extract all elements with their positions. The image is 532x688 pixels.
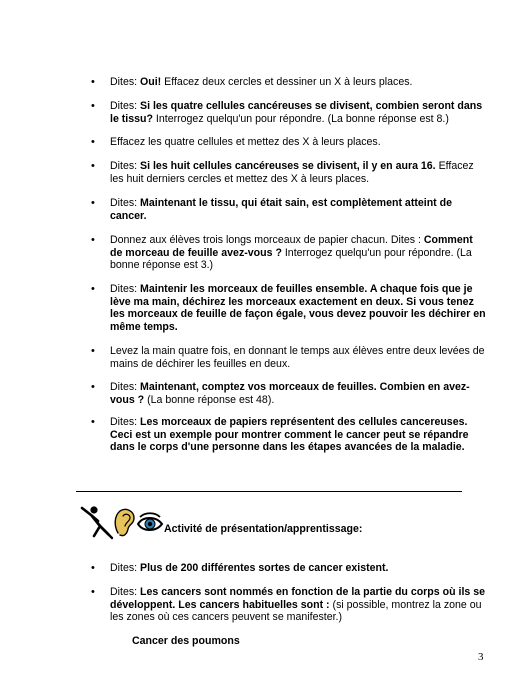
text-run: Dites: xyxy=(110,416,141,428)
text-run: Dites: xyxy=(110,562,141,574)
learning-styles-icons xyxy=(80,502,164,542)
bullet-item xyxy=(110,136,488,149)
subheading: Cancer des poumons xyxy=(132,635,240,647)
bullet-item xyxy=(110,76,488,89)
bullet-item xyxy=(110,234,488,272)
bold-run: Maintenir les morceaux de feuilles ensemble. A chaque fois que je lève ma main, déchirez les morceaux exactement en deux. Si vous tenez les morceaux de feuille de façon égale, vous devez pouvoir les déchirer en même temps. xyxy=(110,283,486,333)
text-run: Donnez aux élèves trois longs morceaux de papier chacun. Dites : xyxy=(110,234,424,246)
text-run: Dites: xyxy=(110,76,141,88)
text-run: (La bonne réponse est 48). xyxy=(144,393,275,406)
bullet-item xyxy=(110,283,488,333)
text-run: Dites: xyxy=(110,586,141,598)
text-run: Dites: xyxy=(110,160,141,172)
section-divider xyxy=(76,491,462,492)
bold-run: Plus de 200 différentes sortes de cancer existent. xyxy=(140,562,389,574)
text-run: Dites: xyxy=(110,381,141,393)
stretching-person-icon xyxy=(82,506,112,538)
text-run: Dites: xyxy=(110,197,141,209)
bullet-item xyxy=(110,586,488,624)
ear-icon xyxy=(115,509,134,535)
bold-run: Les morceaux de papiers représentent des cellules cancereuses. Ceci est un exemple pour montrer comment le cancer peut se répandre dans le corps d'une personne dans les étapes avancées de la maladie. xyxy=(110,416,469,454)
bullet-item xyxy=(110,197,488,222)
bullet-item xyxy=(110,345,488,370)
bullet-item xyxy=(110,562,488,575)
bold-run: Maintenant le tissu, qui était sain, est complètement atteint de cancer. xyxy=(110,197,453,222)
text-run: Levez la main quatre fois, en donnant le temps aux élèves entre deux levées de mains de déchirer les feuilles en deux. xyxy=(110,345,485,370)
text-run: Effacez deux cercles et dessiner un X à leurs places. xyxy=(161,76,413,88)
text-run: Dites: xyxy=(110,100,141,112)
bullet-item xyxy=(110,160,488,185)
bold-run: Comment de morceau de feuille avez-vous ? xyxy=(110,234,473,259)
bold-run: Maintenant, comptez vos morceaux de feuilles. Combien en avez-vous ? xyxy=(110,381,470,406)
text-run: Dites: xyxy=(110,283,141,295)
bold-run: Les cancers sont nommés en fonction de la partie du corps où ils se développent. Les cancers habituelles sont : xyxy=(110,586,486,611)
page-number: 3 xyxy=(478,651,484,663)
bold-run: Si les huit cellules cancéreuses se divisent, il y en aura 16. xyxy=(140,160,436,172)
text-run: Effacez les quatre cellules et mettez des X à leurs places. xyxy=(110,136,381,148)
bold-run: Si les quatre cellules cancéreuses se divisent, combien seront dans le tissu? xyxy=(110,100,483,125)
bullet-item xyxy=(110,100,488,125)
text-run: Interrogez quelqu'un pour répondre. (La bonne réponse est 3.) xyxy=(110,246,472,272)
eye-icon xyxy=(138,513,162,530)
bold-run: Oui! xyxy=(140,76,162,88)
text-run: (si possible, montrez la zone ou les zones où ces cancers peuvent se manifester.) xyxy=(110,598,482,624)
text-run: Effacez les huit derniers cercles et mettez des X à leurs places. xyxy=(110,160,474,185)
bullet-item xyxy=(110,416,488,454)
section-title: Activité de présentation/apprentissage: xyxy=(164,523,363,535)
text-run: Interrogez quelqu'un pour répondre. (La bonne réponse est 8.) xyxy=(152,112,449,125)
bullet-item xyxy=(110,381,488,406)
